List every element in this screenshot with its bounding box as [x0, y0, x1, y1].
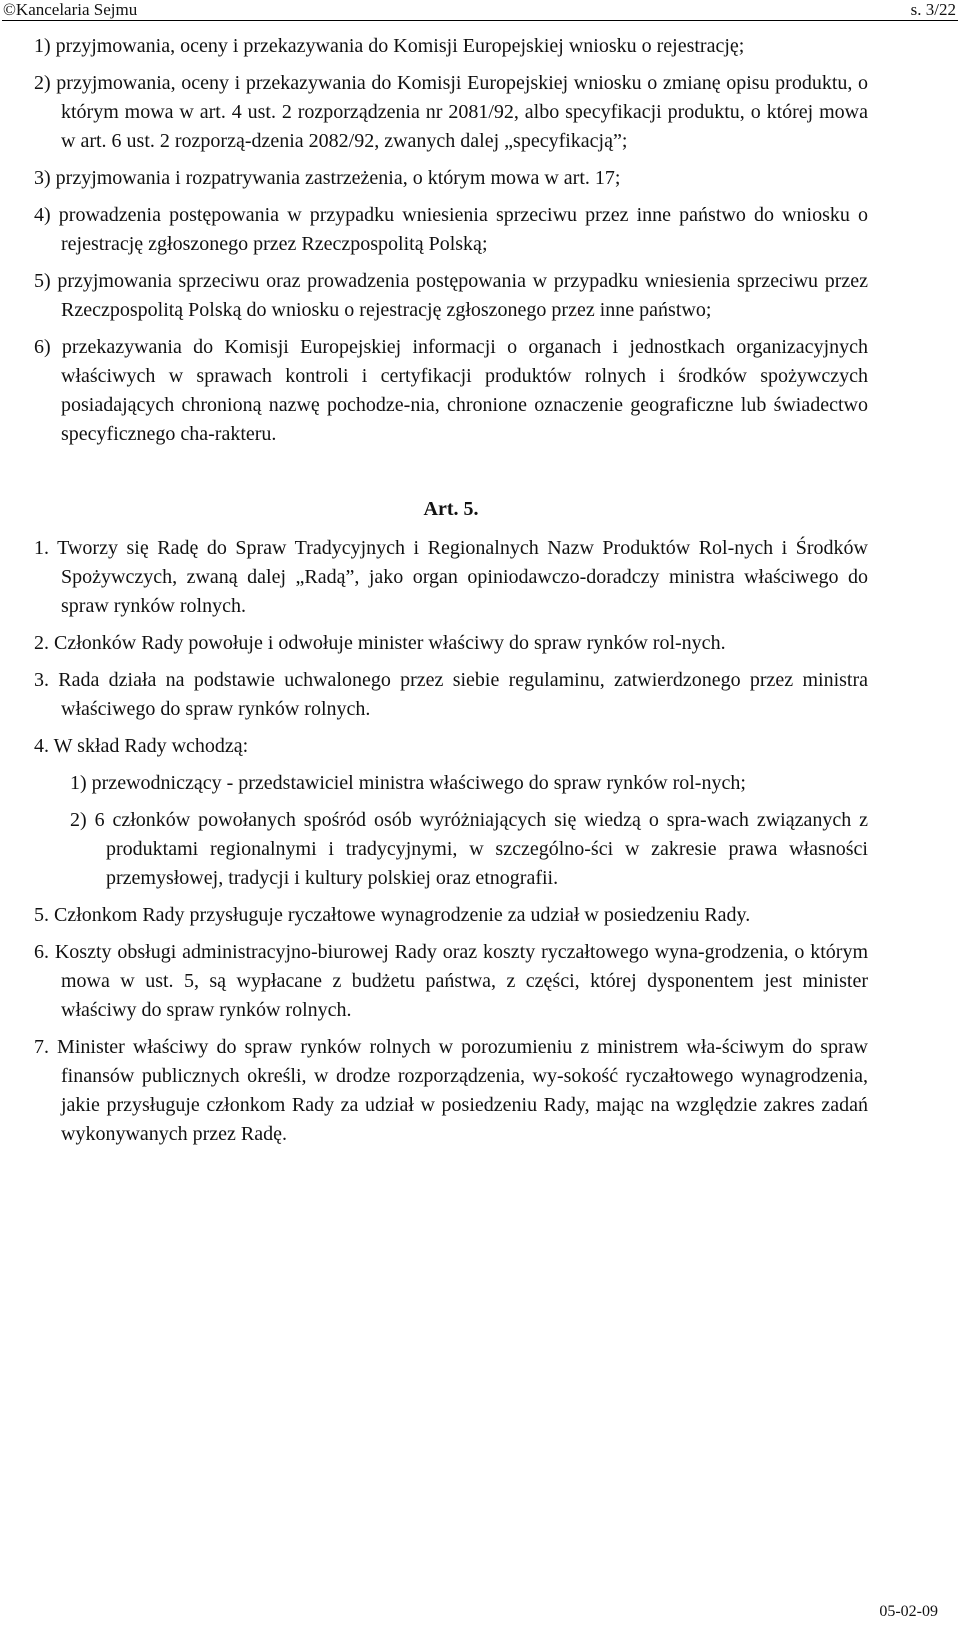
list-item: 2) przyjmowania, oceny i przekazywania do Komisji Europejskiej wniosku o zmianę opisu produktu, o którym mowa w art. 4 ust. 2 rozporządzenia nr 2081/92, albo specyfikacji produktu, o której mowa w art. 6 ust. 2 rozporzą-dzenia 2082/92, zwanych dalej „specyfikacją”;: [34, 72, 868, 152]
article-paragraph: 2. Członków Rady powołuje i odwołuje minister właściwy do spraw rynków rol-nych.: [34, 632, 726, 654]
publisher-label: ©Kancelaria Sejmu: [3, 0, 138, 19]
list-item: 1) przyjmowania, oceny i przekazywania do Komisji Europejskiej wniosku o rejestrację;: [34, 35, 745, 57]
list-item: 4) prowadzenia postępowania w przypadku wniesienia sprzeciwu przez inne państwo do wniosku o rejestrację zgłoszonego przez Rzeczpospolitą Polską;: [34, 204, 868, 255]
document-date-code: 05-02-09: [879, 1603, 938, 1620]
article-paragraph: 3. Rada działa na podstawie uchwalonego przez siebie regulaminu, zatwierdzonego przez ministra właściwego do spraw rynków rolnych.: [34, 669, 868, 720]
page-header: [0, 0, 960, 20]
article-paragraph: 1. Tworzy się Radę do Spraw Tradycyjnych i Regionalnych Nazw Produktów Rol-nych i Środków Spożywczych, zwaną dalej „Radą”, jako organ opiniodawczo-doradczy ministra właściwego do spraw rynków rolnych.: [34, 537, 868, 617]
article-paragraph: 7. Minister właściwy do spraw rynków rolnych w porozumieniu z ministrem wła-ściwym do spraw finansów publicznych określi, w drodze rozporządzenia, wy-sokość ryczałtowego wynagrodzenia, jakie przysługuje członkom Rady za udział w posiedzeniu Rady, mając na względzie zakres zadań wykonywanych przez Radę.: [34, 1036, 868, 1145]
article-paragraph: 6. Koszty obsługi administracyjno-biurowej Rady oraz koszty ryczałtowego wyna-grodzenia, o którym mowa w ust. 5, są wypłacane z budżetu państwa, z części, której dysponentem jest minister właściwy do spraw rynków rolnych.: [34, 941, 868, 1021]
article-paragraph: 4. W skład Rady wchodzą:: [34, 735, 249, 757]
article-heading: Art. 5.: [423, 498, 479, 520]
list-item: 5) przyjmowania sprzeciwu oraz prowadzenia postępowania w przypadku wniesienia sprzeciwu przez Rzeczpospolitą Polską do wniosku o rejestrację zgłoszonego przez inne państwo;: [34, 270, 868, 321]
article-paragraph: 5. Członkom Rady przysługuje ryczałtowe wynagrodzenie za udział w posiedzeniu Rady.: [34, 904, 751, 926]
sub-list-item: 1) przewodniczący - przedstawiciel ministra właściwego do spraw rynków rol-nych;: [70, 772, 746, 794]
header-rule: [2, 20, 958, 21]
sub-list-item: 2) 6 członków powołanych spośród osób wyróżniających się wiedzą o spra-wach związanych z produktami regionalnymi i tradycyjnymi, w szczególno-ści w zakresie prawa własności przemysłowej, tradycji i kultury polskiej oraz etnografii.: [70, 809, 868, 889]
page-number: s. 3/22: [910, 0, 956, 19]
list-item: 3) przyjmowania i rozpatrywania zastrzeżenia, o którym mowa w art. 17;: [34, 167, 621, 189]
list-item: 6) przekazywania do Komisji Europejskiej informacji o organach i jednostkach organizacyjnych właściwych w sprawach kontroli i certyfikacji produktów rolnych i środków spożywczych posiadających chronioną nazwę pochodze-nia, chronione oznaczenie geograficzne lub świadectwo specyficznego cha-rakteru.: [34, 336, 868, 445]
document-body: [34, 32, 868, 1149]
